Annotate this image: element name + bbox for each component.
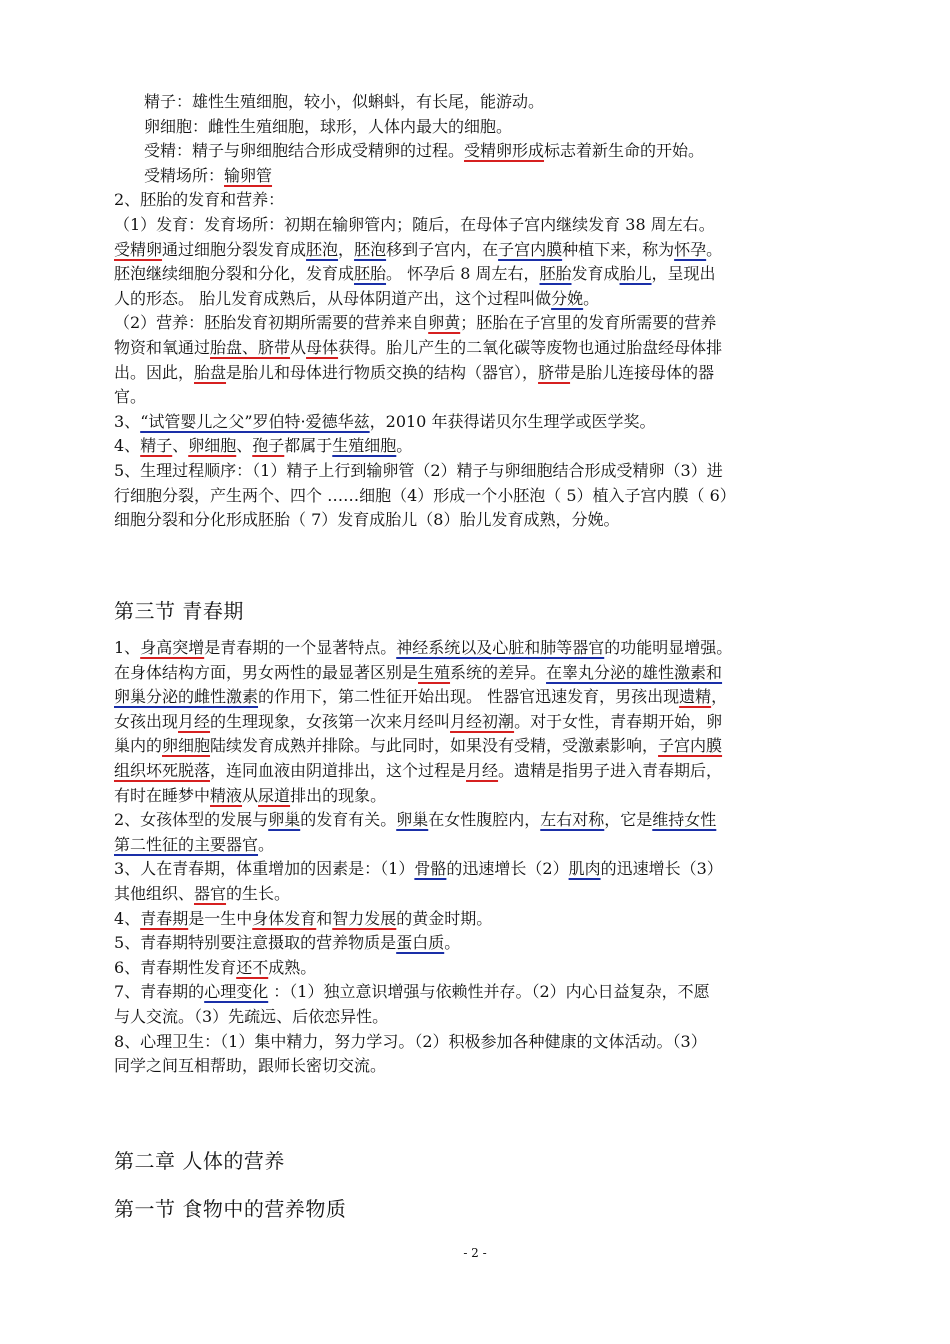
text-run: 受精：精子与卵细胞结合形成受精卵的过程。 [144,141,465,161]
highlighted-term: 怀孕 [674,239,707,259]
text-run: 的生理现象，女孩第一次来月经叫 [210,711,451,731]
text-line [114,808,840,833]
text-line [114,1005,840,1030]
text-run: 的作用下，第二性征开始出现。 性器官迅速发育，男孩出现 [258,687,680,707]
highlighted-term: 卵细胞 [188,436,237,456]
text-run: 移到子宫内，在 [386,239,499,259]
text-run: 有时在睡梦中 [114,785,211,805]
text-run: 同学之间互相帮助，跟师长密切交流。 [114,1056,387,1076]
highlighted-term: 脐带 [538,362,571,382]
text-run: 。 [396,436,413,456]
text-run: ， [338,239,355,259]
text-run: 人的形态。 胎儿发育成熟后，从母体阴道产出，这个过程叫做 [114,288,552,308]
highlighted-term: 器官 [194,883,227,903]
highlighted-term: 受精卵形成 [464,141,545,161]
text-line [114,410,840,435]
text-line [114,1054,840,1079]
text-line [114,287,840,312]
highlighted-term: 精液 [210,785,243,805]
text-line [114,188,840,213]
text-run: ；胚胎在子宫里的发育所需要的营养 [460,313,717,333]
highlighted-term: 遗精 [679,687,712,707]
text-line [114,139,840,164]
text-run: ，2010 年获得诺贝尔生理学或医学奖。 [369,411,656,431]
highlighted-term: 受精卵 [114,239,163,259]
text-run: 5、生理过程顺序：（1）精子上行到输卵管（2）精子与卵细胞结合形成受精卵（3）进 [114,460,723,480]
highlighted-term: 母体 [306,337,339,357]
highlighted-term: 月经 [178,711,211,731]
highlighted-term: 卵巢 [396,810,429,830]
text-run: 陆续发育成熟并排除。与此同时，如果没有受精，受激素影响， [210,736,659,756]
highlighted-term: 肌肉 [568,859,601,879]
text-run: 获得。胎儿产生的二氧化碳等废物也通过胎盘经母体排 [338,337,723,357]
text-line [114,459,840,484]
text-line [114,336,840,361]
text-run: 。对于女性，青春期开始，卵 [514,711,723,731]
text-run: 成熟。 [268,957,317,977]
highlighted-term: 蛋白质 [396,933,445,953]
text-run: 的生长。 [226,883,291,903]
highlighted-term: 胚泡 [354,239,387,259]
text-line [114,685,840,710]
text-line [114,238,840,263]
text-line [114,361,840,386]
text-line [114,907,840,932]
reproduction-notes [114,90,840,533]
text-run: 7、青春期的 [114,982,205,1002]
highlighted-term: 胎盘 [194,362,227,382]
text-run: 2、女孩体型的发展与 [114,810,269,830]
text-run: 卵细胞：雌性生殖细胞，球形，人体内最大的细胞。 [144,116,513,136]
text-line [114,710,840,735]
text-line [114,661,840,686]
highlighted-term: 身高突增 [140,638,205,657]
highlighted-term: 胚胎 [354,264,387,284]
text-run: 4、 [114,908,141,928]
text-run: 标志着新生命的开始。 [544,141,705,161]
text-run: ：（1）独立意识增强与依赖性并存。（2）内心日益复杂，不愿 [268,982,710,1002]
text-run: 。 [444,933,461,953]
text-run: 通过细胞分裂发育成 [162,239,307,259]
highlighted-term: 在睾丸分泌的雄性激素和 [546,662,723,682]
chapter-2-heading: 第二章 人体的营养 [114,1149,285,1173]
highlighted-term: 卵黄 [428,313,461,333]
text-run: 的功能明显增强。 [604,638,733,657]
highlighted-term: 胚泡 [306,239,339,259]
highlighted-term: 维持女性 [652,810,717,830]
text-run: 是一生中 [188,908,253,928]
text-run: 4、 [114,436,141,456]
text-run: 出。因此， [114,362,195,382]
text-run: 排出的现象。 [290,785,387,805]
highlighted-term: 生殖 [418,662,451,682]
text-run: ，呈现出 [651,264,716,284]
highlighted-term: 卵细胞 [162,736,211,756]
highlighted-term: 分娩 [551,288,584,308]
text-run: 受精场所： [144,165,225,185]
page-number: - 2 - [463,1246,487,1260]
highlighted-term: 还不 [236,957,269,977]
highlighted-term: 尿道 [258,785,291,805]
text-run: 。 [706,239,723,259]
text-line [114,980,840,1005]
text-run: 从 [242,785,259,805]
highlighted-term: 月经 [466,760,499,780]
text-run: 女孩出现 [114,711,179,731]
highlighted-term: 组织坏死脱落 [114,760,211,780]
text-line [114,311,840,336]
highlighted-term: 胎盘、脐带 [210,337,291,357]
text-run: 的发育有关。 [300,810,397,830]
text-line [114,636,840,661]
text-run: 的迅速增长（3） [600,859,723,879]
text-run: 巢内的 [114,736,163,756]
text-run: 发育成 [571,264,620,284]
text-run: 、 [172,436,189,456]
highlighted-term: 骨骼 [414,859,447,879]
highlighted-term: 卵巢分泌的雌性激素 [114,687,259,707]
text-run: 。 [583,288,600,308]
text-run: 是青春期的一个显著特点。 [204,638,397,657]
text-line [114,484,840,509]
section-1-heading: 第一节 食物中的营养物质 [114,1197,347,1221]
text-line [114,1030,840,1055]
text-run: 官。 [114,387,147,407]
text-run: （1）发育：发育场所：初期在输卵管内；随后，在母体子宫内继续发育 38 周左右。 [114,214,715,234]
highlighted-term: 胎儿 [619,264,652,284]
highlighted-term: 心理变化 [204,982,269,1002]
text-line [114,385,840,410]
text-run: 3、 [114,411,141,431]
text-run: ，连同血液由阴道排出，这个过程是 [210,760,467,780]
text-run: 都属于 [284,436,333,456]
text-line [114,784,840,809]
text-line [114,931,840,956]
text-run: 系统的差异。 [450,662,547,682]
section-3-heading: 第三节 青春期 [114,599,244,623]
highlighted-term: 左右对称 [540,810,605,830]
highlighted-term: 孢子 [252,436,285,456]
highlighted-term: 胚胎 [539,264,572,284]
text-line [114,115,840,140]
text-run: 8、心理卫生：（1）集中精力，努力学习。（2）积极参加各种健康的文体活动。（3） [114,1031,707,1051]
text-line [114,90,840,115]
text-run: 细胞分裂和分化形成胚胎（ 7）发育成胎儿（8）胎儿发育成熟，分娩。 [114,510,620,530]
text-run: 6、青春期性发育 [114,957,237,977]
text-run: 胚泡继续细胞分裂和分化，发育成 [114,264,355,284]
text-run: ， [711,687,728,707]
adolescence-notes [114,636,840,1079]
text-run: 、 [236,436,253,456]
text-run: ，它是 [604,810,653,830]
highlighted-term: 青春期 [140,908,189,928]
highlighted-term: 子宫内膜 [498,239,563,259]
text-line [114,857,840,882]
text-line [114,213,840,238]
text-run: 2、胚胎的发育和营养： [114,190,285,210]
text-run: 是胎儿和母体进行物质交换的结构（器官）， [226,362,539,382]
highlighted-term: 卵巢 [268,810,301,830]
text-line [114,164,840,189]
highlighted-term: “试管婴儿之父”罗伯特·爱德华兹 [140,411,370,431]
text-line [114,759,840,784]
text-run: 的黄金时期。 [396,908,493,928]
highlighted-term: 子宫内膜 [658,736,723,756]
text-line [114,956,840,981]
highlighted-term: 月经初潮 [450,711,515,731]
text-run: 其他组织、 [114,883,195,903]
text-run: 从 [290,337,307,357]
text-run: 3、人在青春期，体重增加的因素是：（1） [114,859,415,879]
text-run: 物资和氧通过 [114,337,211,357]
highlighted-term: 输卵管 [224,165,273,185]
text-run: 行细胞分裂，产生两个、四个 ……细胞（4）形成一个小胚泡（ 5）植入子宫内膜（ 6） [114,485,736,505]
text-run: 是胎儿连接母体的器 [570,362,715,382]
text-run: 与人交流。（3）先疏远、后依恋异性。 [114,1006,389,1026]
text-run: 。 怀孕后 8 周左右， [386,264,540,284]
text-run: （2）营养：胚胎发育初期所需要的营养来自 [114,313,429,333]
text-run: 。遗精是指男子进入青春期后， [498,760,723,780]
text-line [114,882,840,907]
highlighted-term: 第二性征的主要器官 [114,834,259,854]
text-line [114,262,840,287]
text-run: 1、 [114,638,141,657]
highlighted-term: 精子 [140,436,173,456]
text-run: 在身体结构方面，男女两性的最显著区别是 [114,662,419,682]
text-run: 在女性腹腔内， [428,810,541,830]
text-run: 精子：雄性生殖细胞，较小，似蝌蚪，有长尾，能游动。 [144,92,545,111]
highlighted-term: 神经系统以及心脏和肺等器官 [396,638,605,657]
text-run: 的迅速增长（2） [446,859,569,879]
highlighted-term: 生殖细胞 [332,436,397,456]
text-run: 5、青春期特别要注意摄取的营养物质是 [114,933,397,953]
text-line [114,833,840,858]
text-run: 和 [316,908,333,928]
text-line [114,734,840,759]
text-line [114,434,840,459]
highlighted-term: 智力发展 [332,908,397,928]
highlighted-term: 身体发育 [252,908,317,928]
text-run: 种植下来，称为 [562,239,675,259]
text-line [114,508,840,533]
text-run: 。 [258,834,275,854]
